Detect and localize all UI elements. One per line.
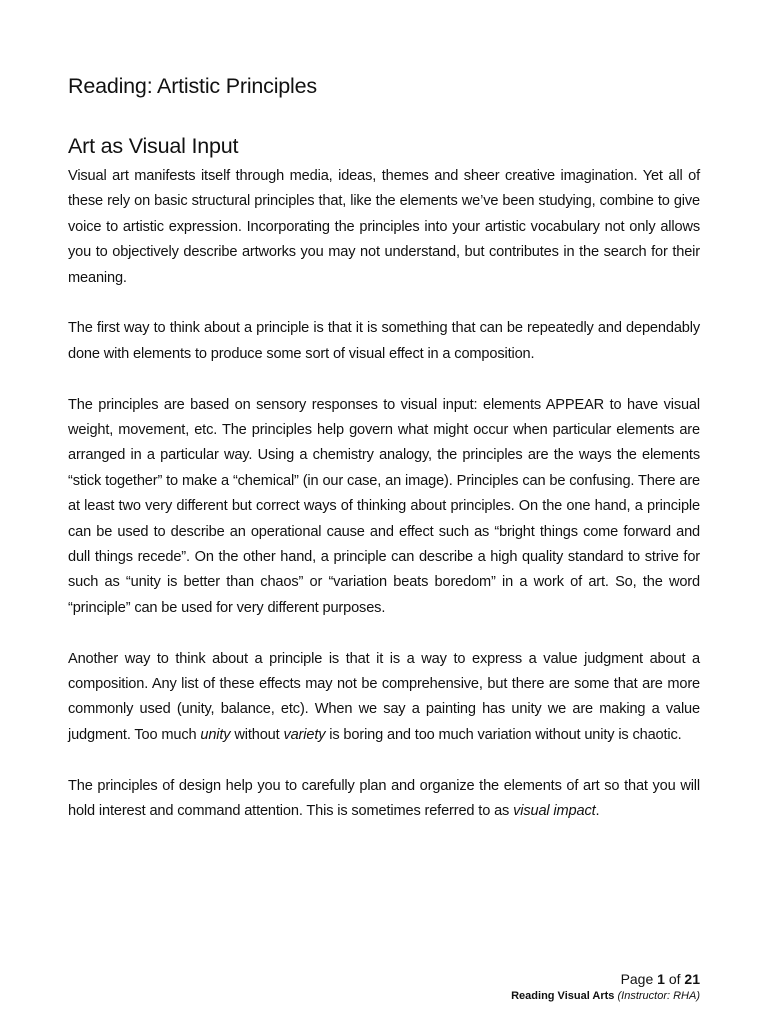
paragraph-4 (68, 647, 700, 749)
emphasis-variety: variety (283, 726, 326, 743)
course-title: Reading Visual Arts (511, 990, 618, 1002)
paragraph-1: Visual art manifests itself through media, ideas, themes and sheer creative imagination. Yet all of these rely on basic structural principles that, like the elements we’ve been studying, combine to give voice to artistic expression. Incorporating the principles into your artistic vocabulary not only allows you to objectively describe artworks you may not understand, but contributes in the search for their meaning. (68, 168, 700, 286)
paragraph-4-text-c: is boring and too much variation without unity is chaotic. (325, 726, 682, 743)
section-heading: Art as Visual Input (68, 134, 239, 158)
page-content (68, 70, 700, 850)
page-footer (511, 970, 700, 1004)
of-label: of (664, 971, 685, 987)
paragraph-4-text-b: without (230, 726, 284, 743)
total-page-count: 21 (684, 971, 700, 987)
course-footer (511, 988, 700, 1004)
document-title: Reading: Artistic Principles (68, 74, 317, 98)
paragraph-5-text-a: The principles of design help you to carefully plan and organize the elements of art so that you will hold interest and command attention. This is sometimes referred to as (68, 777, 700, 820)
page-number-indicator (511, 970, 700, 988)
paragraph-3: The principles are based on sensory responses to visual input: elements APPEAR to have visual weight, movement, etc. The principles help govern what might occur when particular elements are arranged in a particular way. Using a chemistry analogy, the principles are the ways the elements “stick together” to make a “chemical” (in our case, an image). Principles can be confusing. There are at least two very different but correct ways of thinking about principles. On the one hand, a principle can be used to describe an operational cause and effect such as “bright things come forward and dull things recede”. On the other hand, a principle can describe a high quality standard to strive for such as “unity is better than chaos” or “variation beats boredom” in a work of art. So, the word “principle” can be used for very different purposes. (68, 396, 700, 616)
paragraph-5-text-b: . (595, 803, 600, 820)
paragraph-2: The first way to think about a principle is that it is something that can be repeatedly and dependably done with elements to produce some sort of visual effect in a composition. (68, 320, 700, 362)
emphasis-unity: unity (200, 726, 231, 743)
paragraph-5 (68, 774, 700, 825)
paragraph-4-text-a: Another way to think about a principle is that it is a way to express a value judgment about a composition. Any list of these effects may not be comprehensive, but there are some that are more commonly used (unity, balance, etc). When we say a painting has unity we are making a value judgment. Too much (68, 650, 700, 743)
page-label: Page (620, 971, 658, 987)
instructor-label: (Instructor: RHA) (617, 990, 700, 1002)
current-page-number: 1 (657, 971, 665, 987)
emphasis-visual-impact: visual impact (513, 803, 596, 820)
